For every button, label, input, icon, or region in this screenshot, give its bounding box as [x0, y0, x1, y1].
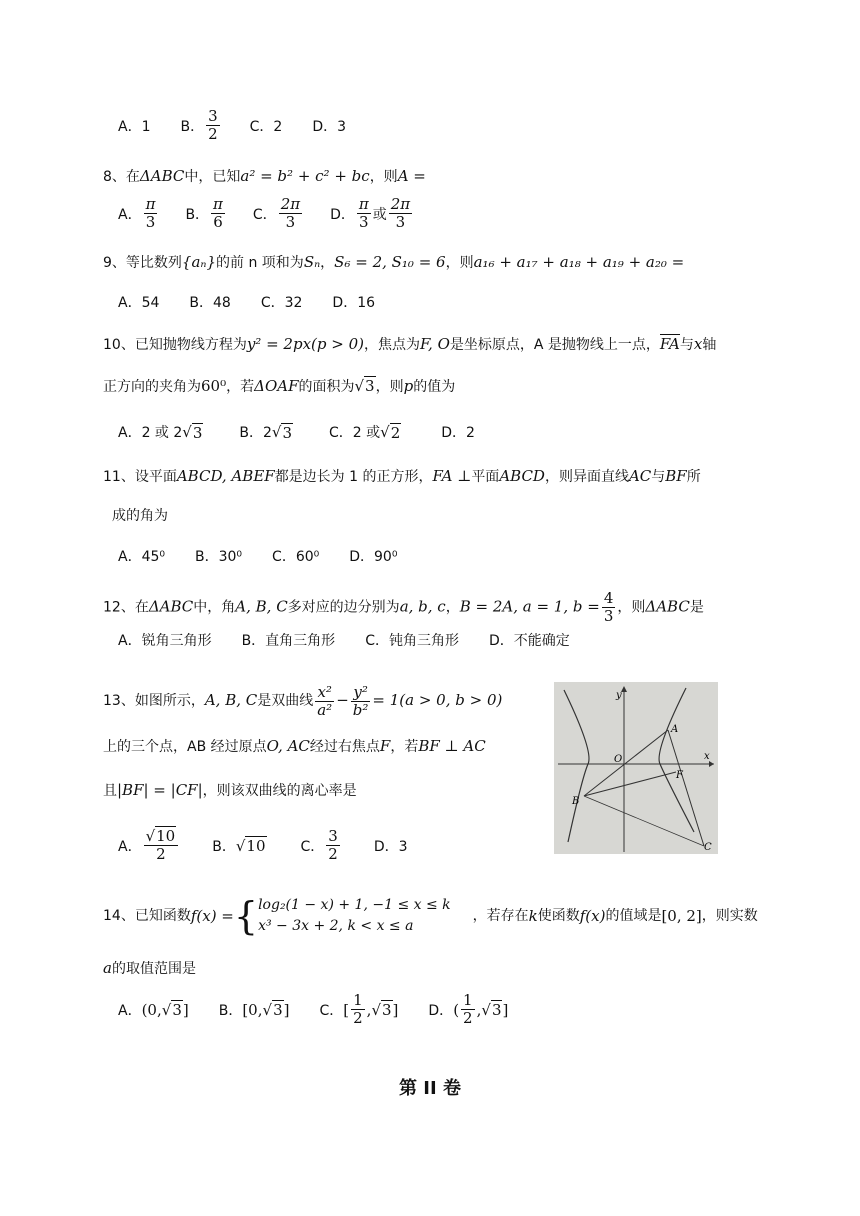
q13-options: A． $\frac{√10}{2}$ B． √ 10 C． $\frac{3}{2}$ D．3 [118, 827, 408, 863]
q7-option-b-fraction [206, 108, 220, 143]
q14-option-c-open: [ [343, 1000, 350, 1019]
q7-b-denominator: 2 [208, 125, 218, 143]
numerator: 2π [280, 195, 301, 213]
q12-stem [103, 590, 704, 625]
q8-option-a-label: A． [118, 206, 142, 223]
q12-text-c: ，则 [617, 599, 646, 616]
q10-option-b-root: 3 [282, 423, 293, 442]
denominator: 3 [603, 607, 614, 625]
line-bf [584, 772, 676, 796]
q11-option-b: B．30⁰ [195, 549, 243, 565]
line-ab [584, 730, 668, 796]
q10-text-b: ，焦点为 [363, 337, 420, 353]
q14-option-c-fraction [351, 992, 365, 1027]
q10-option-d: D．2 [441, 425, 475, 441]
q9-given: S₆ = 2, S₁₀ = 6 [334, 253, 446, 271]
q11-plane: ABCD [499, 467, 545, 485]
q12-prefix: 12、在 [103, 599, 149, 616]
q10-x: x [693, 335, 703, 353]
q10-option-b: B．2 [239, 425, 272, 441]
q8-options [118, 196, 414, 231]
q9-mid: 的前 n 项和为 [216, 255, 304, 271]
numerator: π [213, 195, 223, 213]
q10-option-c: C．2 或 [329, 425, 381, 441]
q13-option-b-root: 10 [246, 837, 266, 855]
q11-ac: AC [628, 467, 652, 485]
q14-option-d: D． [428, 1002, 454, 1019]
denominator: 3 [359, 213, 369, 231]
q14-stem-line1 [103, 892, 758, 940]
q11-option-c: C．60⁰ [272, 549, 320, 565]
q14-text-d: 的值域是 [605, 908, 662, 924]
q14-options: A． (0, √ 3 ] B． [0, √ 3 ] C． [ $\frac{1}{2}$ , √ 3 ] D． ( $\frac{1}{2}$ , √ 3 ] [118, 991, 509, 1027]
label-f: F [676, 770, 683, 781]
numerator: √10 [144, 828, 179, 846]
q14-f-2: f(x) [579, 907, 606, 925]
q11-options [118, 546, 427, 566]
q8-option-a-fraction [144, 196, 158, 231]
denominator: 3 [285, 213, 296, 231]
y-axis-arrow [621, 686, 627, 692]
q14-option-d-root: 3 [491, 1001, 502, 1019]
q11-option-a: A．45⁰ [118, 549, 166, 565]
label-b: B [572, 796, 580, 807]
q8-mid: 中，已知 [184, 169, 241, 185]
q11-text-e: 与 [651, 469, 666, 485]
q14-range: [0, 2] [661, 907, 702, 925]
numerator: 2π [390, 195, 411, 213]
q13-text-d: 经过右焦点 [309, 739, 380, 755]
q7-options [118, 108, 376, 143]
numerator: 4 [603, 589, 614, 607]
q12-option-d: D．不能确定 [488, 633, 570, 649]
q13-option-a-fraction [144, 828, 179, 863]
q9-prefix: 9、等比数列 [103, 255, 182, 271]
q14-k: k [528, 907, 538, 925]
q13-option-c-fraction [326, 828, 340, 863]
q13-text-c: 上的三个点，AB 经过原点 [103, 739, 267, 755]
q14-option-d-comma: , [476, 1000, 482, 1019]
q13-minus: − [336, 691, 349, 709]
q10-stem-line2: 正方向的夹角为60⁰，若ΔOAF的面积为√3，则p的值为 [103, 377, 456, 395]
q10-text-c: 是坐标原点，A 是抛物线上一点， [449, 337, 660, 353]
q10-text-f: 正方向的夹角为 [103, 379, 201, 395]
numerator: π [145, 195, 156, 213]
q14-option-d-end: ] [502, 1000, 509, 1019]
q14-option-a-value: (0, [141, 1000, 162, 1019]
q10-options: A．2 或 2 √ 3 B．2 √ 3 C．2 或 √ 2 D．2 [118, 423, 475, 442]
q13-stem-line2 [103, 736, 486, 757]
q13-text-b: 是双曲线 [257, 693, 314, 709]
q11-text-d: ，则异面直线 [544, 469, 629, 485]
denominator: 2 [328, 845, 338, 863]
denominator: a² [317, 700, 333, 719]
q12-text-a: 中，角 [193, 599, 236, 616]
line-ac [668, 730, 704, 846]
x-axis-arrow [709, 761, 714, 767]
q14-option-a-end: ] [182, 1000, 189, 1019]
q11-text-a: 11、设平面 [103, 469, 177, 485]
q8-triangle: ΔABC [139, 167, 185, 185]
q14-option-c-root: 3 [382, 1001, 392, 1019]
q11-text-c: 平面 [471, 469, 500, 485]
q14-case-1: log₂(1 − x) + 1, −1 ≤ x ≤ k [258, 897, 451, 913]
q12-triangle-2: ΔABC [645, 597, 690, 616]
q11-planes: ABCD, ABEF [176, 467, 275, 485]
q9-expression: a₁₆ + a₁₇ + a₁₈ + a₁₉ + a₂₀ = [473, 253, 685, 271]
q10-fo: F, O [419, 335, 450, 353]
q14-f: f(x) = [190, 907, 234, 925]
left-branch [564, 690, 589, 842]
q8-tail: ，则 [369, 169, 398, 185]
q13-text-f: 且 [103, 783, 117, 799]
q14-option-b-value: [0, [242, 1000, 263, 1019]
q14-option-c: C． [319, 1002, 344, 1019]
q13-text-e: ，若 [390, 739, 419, 755]
q10-text-e: 轴 [702, 337, 717, 353]
denominator: b² [352, 700, 369, 719]
q9-tail: ，则 [445, 255, 474, 271]
label-c: C [704, 842, 712, 853]
q10-text-i: ，则 [375, 379, 404, 395]
q10-text-g: ，若 [226, 379, 255, 395]
q8-stem [103, 166, 426, 187]
q8-option-d-fraction-1 [357, 196, 371, 231]
q13-equation-tail: = 1(a > 0, b > 0) [372, 691, 503, 709]
q10-angle: 60⁰ [201, 377, 227, 395]
q9-sequence: {aₙ} [181, 253, 217, 271]
q8-option-d-fraction-2 [389, 196, 412, 231]
q13-points: A, B, C [204, 691, 258, 709]
q12-text-d: 是 [689, 599, 704, 616]
q14-case-2: x³ − 3x + 2, k < x ≤ a [258, 918, 414, 934]
q8-option-d-label: D． [330, 206, 355, 223]
q8-equation: a² = b² + c² + bc [240, 167, 370, 185]
q8-option-c-label: C． [252, 206, 277, 223]
q10-text-d: 与 [679, 337, 694, 353]
right-branch [659, 688, 694, 832]
q14-option-d-fraction [461, 992, 475, 1027]
denominator: 2 [353, 1009, 363, 1027]
q13-o-ac: O, AC [266, 737, 310, 755]
q10-equation: y² = 2px(p > 0) [246, 335, 364, 353]
q13-option-d: D．3 [373, 838, 408, 855]
root: 10 [156, 827, 176, 845]
label-x: x [704, 751, 710, 762]
q10-triangle: ΔOAF [254, 377, 299, 395]
q14-text-a: 14、已知函数 [103, 908, 191, 924]
q12-sep: ， [445, 599, 460, 616]
numerator: 1 [353, 991, 363, 1009]
denominator: 2 [463, 1009, 473, 1027]
numerator: π [358, 195, 369, 213]
q9-options [118, 292, 405, 312]
q9-option-c: C．32 [260, 295, 303, 311]
q13-option-a: A． [118, 838, 142, 855]
numerator: 3 [328, 827, 338, 845]
q9-option-a: A．54 [118, 295, 160, 311]
q8-option-c-fraction [279, 196, 302, 231]
q14-text-c: 使函数 [537, 908, 580, 924]
q12-options [118, 630, 600, 650]
numerator: 1 [463, 991, 473, 1009]
q14-option-a: A． [118, 1002, 142, 1019]
section-title: 第 II 卷 [399, 1078, 461, 1099]
q11-stem-line1 [103, 466, 701, 487]
denominator: 6 [213, 213, 223, 231]
q12-angles: A, B, C [235, 597, 288, 616]
q9-sn: Sₙ [303, 253, 321, 271]
q8-option-b-label: B． [185, 206, 210, 223]
q12-option-c: C．钝角三角形 [365, 633, 459, 649]
q13-y-fraction [351, 684, 371, 719]
q7-option-d: D．3 [312, 118, 347, 135]
numerator: x² [317, 682, 332, 701]
q10-option-a: A．2 或 2 [118, 425, 183, 441]
q12-triangle: ΔABC [148, 597, 194, 616]
q10-text-j: 的值为 [413, 379, 456, 395]
q13-perp: BF ⊥ AC [418, 737, 486, 755]
q13-option-b: B． [212, 838, 236, 855]
q13-option-c: C． [300, 838, 325, 855]
q13-figure-svg [554, 682, 718, 854]
line-bc [584, 796, 704, 846]
q11-text-f: 所 [686, 469, 701, 485]
q10-text-h: 的面积为 [298, 379, 355, 395]
q12-option-a: A．锐角三角形 [118, 633, 212, 649]
q14-a: a [103, 959, 112, 977]
q10-p: p [403, 377, 414, 395]
q8-variable: A = [397, 167, 426, 185]
q14-option-b-end: ] [283, 1000, 290, 1019]
q14-text-f: 的取值范围是 [111, 961, 196, 977]
q9-stem [103, 252, 684, 273]
label-a: A [671, 724, 679, 735]
q8-prefix: 8、在 [103, 169, 140, 185]
q14-brace: { [233, 894, 259, 938]
label-y: y [616, 690, 622, 701]
q13-stem-line3 [103, 780, 357, 801]
q7-option-b: B． [180, 118, 205, 135]
q12-b-fraction [602, 590, 616, 625]
q7-b-numerator: 3 [208, 107, 218, 125]
q10-text-a: 10、已知抛物线方程为 [103, 337, 247, 353]
q13-hyperbola-figure [554, 682, 718, 854]
denominator: 3 [145, 213, 156, 231]
q14-stem-line2 [103, 958, 196, 979]
q13-text-g: ，则该双曲线的离心率是 [202, 783, 357, 799]
q10-stem-line1 [103, 334, 716, 355]
q14-text-e: ，则实数 [701, 908, 758, 924]
q8-or: 或 [372, 206, 387, 223]
q14-option-b-root: 3 [273, 1001, 283, 1019]
q10-root: 3 [365, 377, 375, 395]
q9-sep: ， [320, 255, 335, 271]
q9-option-d: D．16 [332, 295, 376, 311]
q7-option-a: A．1 [118, 118, 151, 135]
q14-text-b: ，若存在 [472, 908, 529, 924]
q12-sides: a, b, c [399, 597, 446, 616]
q12-text-b: 多对应的边分别为 [287, 599, 400, 616]
q11-stem-line2: 成的角为 [112, 508, 168, 524]
q12-given: B = 2A, a = 1, b = [459, 597, 600, 616]
q13-abs: |BF| = |CF| [117, 781, 203, 799]
q10-vector: FA [659, 335, 680, 353]
q14-option-c-end: ] [392, 1000, 399, 1019]
q14-option-b: B． [218, 1002, 243, 1019]
q7-option-c: C．2 [249, 118, 283, 135]
q11-bf: BF [665, 467, 687, 485]
q9-option-b: B．48 [189, 295, 231, 311]
q13-text-a: 13、如图所示， [103, 693, 205, 709]
q8-option-b-fraction [211, 196, 225, 231]
numerator: y² [353, 682, 368, 701]
q13-stem-line1 [103, 682, 502, 719]
q11-perp: FA ⊥ [432, 467, 472, 485]
denominator: 3 [395, 213, 406, 231]
q11-option-d: D．90⁰ [349, 549, 398, 565]
q13-f: F [379, 737, 391, 755]
q14-cases [258, 895, 451, 937]
q14-option-d-open: ( [453, 1000, 460, 1019]
q10-option-c-root: 2 [390, 423, 401, 442]
q13-x-fraction [315, 684, 334, 719]
q11-text-b: 都是边长为 1 的正方形， [274, 469, 433, 485]
q10-option-a-root: 3 [192, 423, 203, 442]
q12-option-b: B．直角三角形 [241, 633, 336, 649]
q14-option-c-comma: , [366, 1000, 372, 1019]
denominator: 2 [156, 845, 166, 863]
q14-option-a-root: 3 [172, 1001, 182, 1019]
label-o: O [614, 754, 623, 765]
